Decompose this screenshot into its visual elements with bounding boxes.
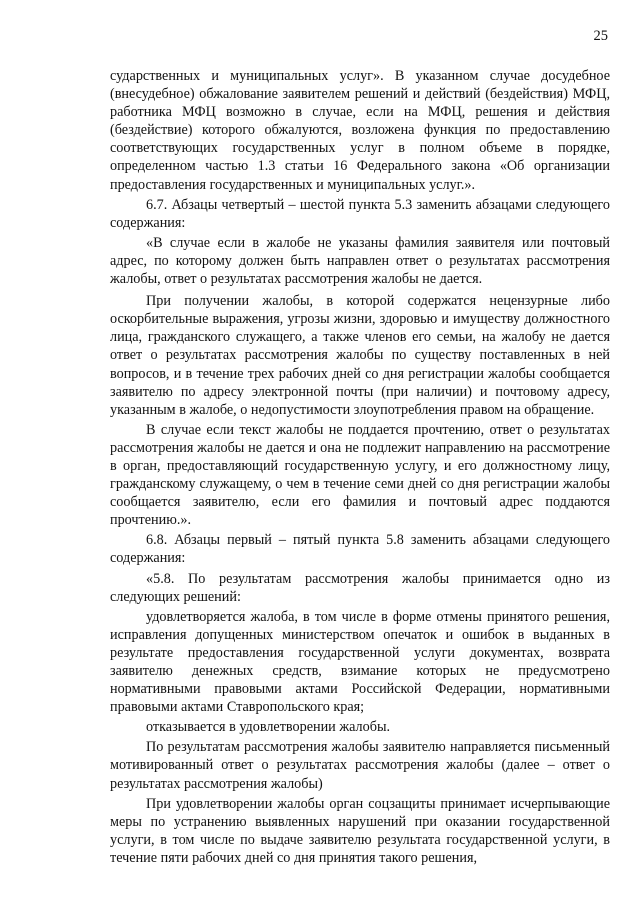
paragraph-complaint-satisfied: удовлетворяется жалоба, в том числе в форме отмены принятого решения, исправления допущенных министерством опечаток и ошибок в выданных в результате предоставления государственной услуги документах, возврата заявителю денежных средств, взимание которых не предусмотрено нормативными правовыми актами Российской Федерации, нормативными правовыми актами Ставропольского края; bbox=[110, 608, 610, 716]
paragraph-unreadable-complaint: В случае если текст жалобы не поддается прочтению, ответ о результатах рассмотрения жалобы не дается и она не подлежит направлению на рассмотрение в орган, предоставляющий государственную услугу, и его должностному лицу, гражданскому служащему, о чем в течение семи дней со дня регистрации жалобы сообщается заявителю, если его фамилия и почтовый адрес поддаются прочтению.». bbox=[110, 421, 610, 529]
paragraph-satisfaction-measures: При удовлетворении жалобы орган соцзащиты принимает исчерпывающие меры по устранению выявленных нарушений при оказании государственной услуги, в том числе по выдаче заявителю результата государственной услуги, в течение пяти рабочих дней со дня принятия такого решения, bbox=[110, 795, 610, 866]
paragraph-obscene-complaint: При получении жалобы, в которой содержатся нецензурные либо оскорбительные выражения, угрозы жизни, здоровью и имуществу должностного лица, гражданского служащего, а также членов его семьи, на жалобу не дается ответ о результатах рассмотрения жалобы по существу поставленных в ней вопросов, и в течение трех рабочих дней со дня регистрации жалобы сообщается заявителю по адресу электронной почты (при наличии) и почтовому адресу, указанным в жалобе, о недопустимости злоупотребления правом на обращение. bbox=[110, 293, 610, 418]
document-body bbox=[110, 67, 610, 867]
paragraph-amendment-6-8: 6.8. Абзацы первый – пятый пункта 5.8 заменить абзацами следующего содержания: bbox=[110, 532, 610, 567]
paragraph-amendment-6-7: 6.7. Абзацы четвертый – шестой пункта 5.3 заменить абзацами следующего содержания: bbox=[110, 196, 610, 231]
paragraph-no-surname: «В случае если в жалобе не указаны фамилия заявителя или почтовый адрес, по которому должен быть направлен ответ о результатах рассмотрения жалобы, ответ о результатах рассмотрения жалобы не дается. bbox=[110, 234, 610, 288]
page-number: 25 bbox=[593, 28, 608, 44]
paragraph-complaint-rejected: отказывается в удовлетворении жалобы. bbox=[146, 719, 391, 736]
paragraph-continuation: сударственных и муниципальных услуг». В указанном случае досудебное (внесудебное) обжалование заявителем решений и действий (бездействия) МФЦ, работника МФЦ возможно в случае, если на МФЦ, решения и действия (бездействие) которого обжалуются, возложена функция по предоставлению соответствующих государственных услуг в полном объеме в порядке, определенном частью 1.3 статьи 16 Федерального закона «Об организации предоставления государственных и муниципальных услуг.». bbox=[110, 68, 610, 193]
paragraph-written-response: По результатам рассмотрения жалобы заявителю направляется письменный мотивированный ответ о результатах рассмотрения жалобы (далее – ответ о результатах рассмотрения жалобы) bbox=[110, 739, 610, 792]
paragraph-5-8-decision: «5.8. По результатам рассмотрения жалобы принимается одно из следующих решений: bbox=[110, 570, 610, 605]
